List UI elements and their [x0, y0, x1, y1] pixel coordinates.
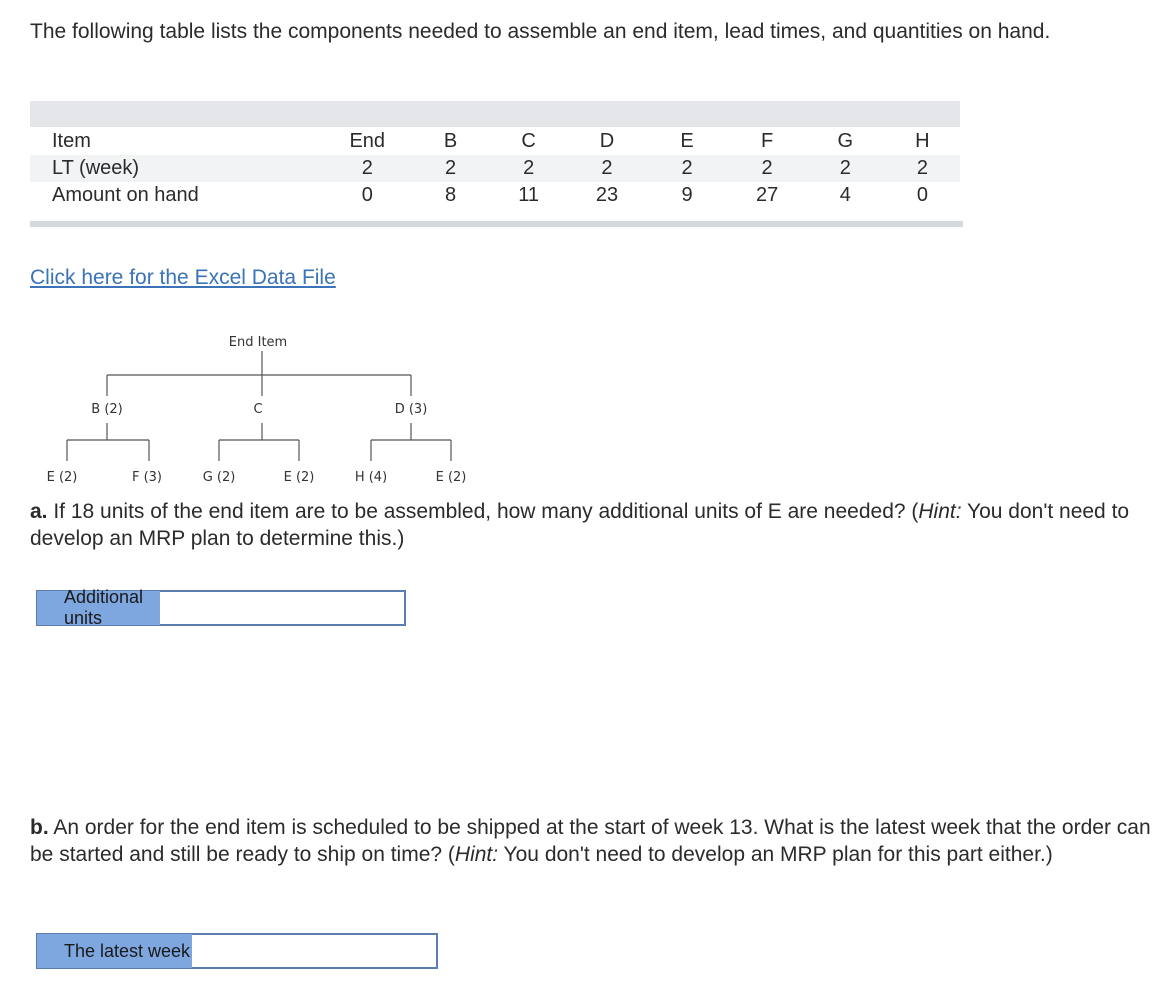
tree-root-label: End Item — [228, 335, 288, 350]
table-cell: 2 — [885, 155, 960, 182]
intro-text: The following table lists the components needed to assemble an end item, lead times, and quantities on hand. — [30, 20, 1051, 43]
tree-node-c-g: G (2) — [202, 470, 236, 485]
excel-data-link[interactable]: Click here for the Excel Data File — [30, 266, 336, 289]
latest-week-input[interactable] — [192, 935, 436, 967]
component-table — [30, 128, 960, 209]
answer-a-row — [36, 587, 406, 628]
table-cell: H — [915, 130, 930, 152]
table-cell: 0 — [916, 184, 928, 206]
table-cell: C — [521, 130, 536, 152]
table-cell: B — [443, 130, 458, 152]
table-row — [30, 182, 960, 209]
question-a-text-end: You don't need to develop an MRP plan to determine this.) — [30, 500, 1130, 550]
table-row — [30, 128, 960, 155]
table-cell: E — [680, 130, 694, 152]
table-cell: 4 — [839, 184, 851, 206]
tree-node-d: D (3) — [394, 402, 428, 417]
table-bottom-band — [30, 221, 963, 227]
tree-node-d-h: H (4) — [354, 470, 388, 485]
table-cell: 23 — [595, 184, 619, 206]
table-cell: 2 — [646, 155, 729, 182]
question-a-prefix: a. — [30, 500, 48, 523]
answer-a-label: Additional units — [36, 590, 160, 626]
question-b-text: An order for the end item is scheduled to be shipped at the start of week 13. What is the latest week that the order can be started and still be ready to ship on time? ( — [30, 816, 1151, 866]
tree-node-b-e: E (2) — [46, 470, 78, 485]
table-cell: 2 — [489, 155, 568, 182]
table-cell: 8 — [444, 184, 457, 206]
question-b-hint: Hint: — [454, 843, 499, 866]
tree-node-b: B (2) — [91, 402, 123, 417]
question-b-prefix: b. — [30, 816, 49, 839]
question-a-text: If 18 units of the end item are to be assembled, how many additional units of E are needed? ( — [47, 500, 919, 523]
table-cell: 2 — [568, 155, 645, 182]
answer-b-frame — [192, 933, 438, 969]
table-cell: 0 — [361, 184, 373, 206]
tree-node-c: C — [253, 402, 263, 417]
tree-node-c-e: E (2) — [283, 470, 315, 485]
table-cell: 2 — [323, 155, 412, 182]
row-label: Amount on hand — [52, 184, 199, 206]
question-b — [30, 814, 1155, 868]
table-row — [30, 155, 960, 182]
row-label: LT (week) — [30, 155, 323, 182]
table-cell: 11 — [518, 184, 539, 206]
table-cell: 2 — [728, 155, 805, 182]
table-cell: F — [760, 130, 774, 152]
additional-units-input[interactable] — [160, 592, 404, 624]
row-label: Item — [52, 130, 91, 152]
table-cell: G — [837, 130, 854, 152]
table-top-band — [30, 101, 960, 127]
table-cell: 2 — [412, 155, 489, 182]
table-cell: 27 — [755, 184, 779, 206]
product-structure-tree — [40, 325, 540, 500]
question-a — [30, 498, 1140, 552]
table-cell: 9 — [681, 184, 693, 206]
answer-b-label: The latest week — [36, 933, 192, 969]
table-cell: D — [599, 130, 615, 152]
tree-node-d-e: E (2) — [435, 470, 467, 485]
table-cell: End — [349, 130, 386, 152]
answer-a-frame — [160, 590, 406, 626]
table-cell: 2 — [806, 155, 885, 182]
question-a-hint: Hint: — [918, 500, 962, 523]
answer-b-row — [36, 933, 438, 969]
question-b-text-end: You don't need to develop an MRP plan for this part either.) — [498, 843, 1053, 866]
tree-node-b-f: F (3) — [131, 470, 163, 485]
